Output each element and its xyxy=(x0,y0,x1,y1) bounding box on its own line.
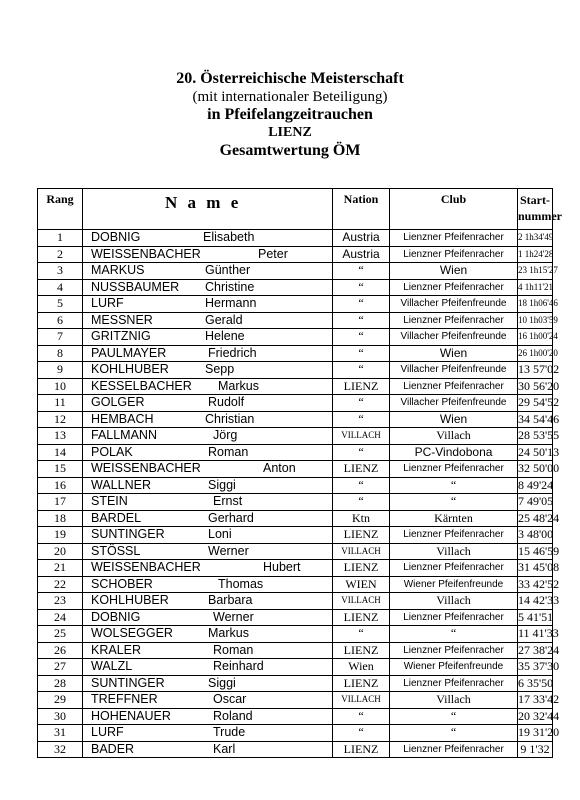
name-cell xyxy=(83,362,333,379)
last-name: KOHLHUBER xyxy=(91,362,169,377)
nation-cell: “ xyxy=(333,312,390,329)
table-row xyxy=(38,279,553,296)
col-header-rank: Rang xyxy=(38,189,83,230)
name-cell xyxy=(83,741,333,758)
col-header-name: N a m e xyxy=(83,189,333,230)
start-cell: 25 48'24 xyxy=(518,510,560,525)
start-cell: 24 50'13 xyxy=(518,444,560,459)
nation-cell: VILLACH xyxy=(333,593,390,610)
club-cell: PC-Vindobona xyxy=(390,444,518,461)
col-header-start-line1: Start- xyxy=(520,193,550,207)
table-row xyxy=(38,593,553,610)
name-cell xyxy=(83,461,333,478)
first-name: Ernst xyxy=(213,494,243,508)
rank-cell: 30 xyxy=(38,708,83,725)
start-cell: 18 1h06'46 xyxy=(518,296,553,313)
club-cell: Wien xyxy=(390,411,518,428)
last-name: WALZL xyxy=(91,659,133,674)
table-row xyxy=(38,692,553,709)
nation-cell: LIENZ xyxy=(333,675,390,692)
name-cell xyxy=(83,494,333,511)
club-cell: Lienzner Pfeifenracher xyxy=(390,279,518,296)
name-cell xyxy=(83,345,333,362)
name-cell xyxy=(83,296,333,313)
name-cell xyxy=(83,593,333,610)
first-name: Loni xyxy=(208,527,232,541)
start-cell: 5 41'51 xyxy=(518,609,554,624)
first-name: Christian xyxy=(205,411,255,426)
table-header-row xyxy=(38,189,553,230)
nation-cell: “ xyxy=(333,296,390,313)
table-row xyxy=(38,296,553,313)
rank-cell: 1 xyxy=(38,230,83,247)
name-cell xyxy=(83,444,333,461)
rank-cell: 12 xyxy=(38,411,83,428)
table-row xyxy=(38,345,553,362)
table-row xyxy=(38,725,553,742)
first-name: Reinhard xyxy=(213,659,264,673)
first-name: Christine xyxy=(205,279,255,294)
club-cell: Villacher Pfeifenfreunde xyxy=(390,296,518,313)
last-name: PAULMAYER xyxy=(91,345,167,360)
last-name: DOBNIG xyxy=(91,609,141,624)
last-name: BADER xyxy=(91,741,135,756)
nation-cell: “ xyxy=(333,444,390,461)
title-line-1: 20. Österreichische Meisterschaft xyxy=(176,70,404,87)
table-row xyxy=(38,543,553,560)
last-name: KESSELBACHER xyxy=(91,378,192,393)
start-cell: 27 38'24 xyxy=(518,642,560,657)
last-name: GRITZNIG xyxy=(91,329,151,344)
first-name: Roman xyxy=(208,444,249,459)
last-name: HOHENAUER xyxy=(91,708,171,723)
last-name: POLAK xyxy=(91,444,133,459)
table-row xyxy=(38,428,553,445)
first-name: Elisabeth xyxy=(203,230,255,244)
name-cell xyxy=(83,576,333,593)
rank-cell: 10 xyxy=(38,378,83,395)
name-cell xyxy=(83,543,333,560)
rank-cell: 31 xyxy=(38,725,83,742)
table-row xyxy=(38,362,553,379)
table-row xyxy=(38,659,553,676)
club-cell: Lienzner Pfeifenracher xyxy=(390,461,518,478)
club-cell: Lienzner Pfeifenracher xyxy=(390,527,518,544)
club-cell: Villach xyxy=(390,692,518,709)
last-name: LURF xyxy=(91,296,124,311)
last-name: NUSSBAUMER xyxy=(91,279,180,294)
start-cell: 10 1h03'59 xyxy=(518,312,553,329)
nation-cell: VILLACH xyxy=(333,543,390,560)
nation-cell: “ xyxy=(333,345,390,362)
first-name: Karl xyxy=(213,741,236,756)
col-header-club: Club xyxy=(390,189,518,230)
first-name: Markus xyxy=(208,626,249,640)
rank-cell: 22 xyxy=(38,576,83,593)
start-cell: 35 37'30 xyxy=(518,659,560,674)
club-cell: Wiener Pfeifenfreunde xyxy=(390,576,518,593)
rank-cell: 25 xyxy=(38,626,83,643)
club-cell: Lienzner Pfeifenracher xyxy=(390,675,518,692)
table-row xyxy=(38,312,553,329)
title-line-3: in Pfeifelangzeitrauchen xyxy=(207,106,373,123)
name-cell xyxy=(83,560,333,577)
start-cell: 4 1h11'21 xyxy=(518,279,553,296)
col-header-nation: Nation xyxy=(333,189,390,230)
name-cell xyxy=(83,312,333,329)
club-cell: Lienzner Pfeifenracher xyxy=(390,378,518,395)
nation-cell: “ xyxy=(333,477,390,494)
nation-cell: “ xyxy=(333,411,390,428)
rank-cell: 21 xyxy=(38,560,83,577)
nation-cell: LIENZ xyxy=(333,378,390,395)
start-cell: 15 46'59 xyxy=(518,543,560,558)
last-name: SUNTINGER xyxy=(91,675,165,690)
rank-cell: 11 xyxy=(38,395,83,412)
club-cell: Wien xyxy=(390,263,518,280)
first-name: Hermann xyxy=(205,296,257,310)
nation-cell: LIENZ xyxy=(333,741,390,758)
start-cell: 16 1h00'24 xyxy=(518,329,553,346)
rank-cell: 24 xyxy=(38,609,83,626)
start-cell: 33 42'52 xyxy=(518,576,560,591)
club-cell: Lienzner Pfeifenracher xyxy=(390,246,518,263)
rank-cell: 17 xyxy=(38,494,83,511)
first-name: Trude xyxy=(213,725,246,739)
rank-cell: 6 xyxy=(38,312,83,329)
last-name: WEISSENBACHER xyxy=(91,461,201,476)
last-name: LURF xyxy=(91,725,124,740)
rank-cell: 4 xyxy=(38,279,83,296)
name-cell xyxy=(83,378,333,395)
first-name: Thomas xyxy=(218,576,264,591)
table-row xyxy=(38,230,553,247)
first-name: Siggi xyxy=(208,477,236,492)
table-row xyxy=(38,263,553,280)
nation-cell: LIENZ xyxy=(333,609,390,626)
club-cell: Wiener Pfeifenfreunde xyxy=(390,659,518,676)
nation-cell: LIENZ xyxy=(333,560,390,577)
table-row xyxy=(38,626,553,643)
start-cell: 3 48'00 xyxy=(518,527,554,542)
club-cell: Kärnten xyxy=(390,510,518,527)
nation-cell: Ktn xyxy=(333,510,390,527)
club-cell: Villacher Pfeifenfreunde xyxy=(390,395,518,412)
start-cell: 26 1h00'20 xyxy=(518,345,553,362)
first-name: Helene xyxy=(205,329,245,343)
nation-cell: LIENZ xyxy=(333,527,390,544)
nation-cell: Wien xyxy=(333,659,390,676)
last-name: SCHOBER xyxy=(91,576,153,591)
last-name: GOLGER xyxy=(91,395,145,410)
last-name: FALLMANN xyxy=(91,428,157,443)
name-cell xyxy=(83,609,333,626)
name-cell xyxy=(83,329,333,346)
name-cell xyxy=(83,246,333,263)
first-name: Jörg xyxy=(213,428,238,442)
rank-cell: 15 xyxy=(38,461,83,478)
club-cell: Lienzner Pfeifenracher xyxy=(390,312,518,329)
document-header xyxy=(0,70,580,160)
start-cell: 34 54'46 xyxy=(518,411,560,426)
start-cell: 31 45'08 xyxy=(518,560,560,575)
rank-cell: 20 xyxy=(38,543,83,560)
nation-cell: “ xyxy=(333,329,390,346)
rank-cell: 2 xyxy=(38,246,83,263)
rank-cell: 32 xyxy=(38,741,83,758)
rank-cell: 14 xyxy=(38,444,83,461)
nation-cell: WIEN xyxy=(333,576,390,593)
first-name: Werner xyxy=(213,609,254,624)
name-cell xyxy=(83,642,333,659)
name-cell xyxy=(83,428,333,445)
start-cell: 20 32'44 xyxy=(518,708,560,723)
title-line-2: (mit internationaler Beteiligung) xyxy=(192,89,388,105)
table-row xyxy=(38,741,553,758)
first-name: Peter xyxy=(258,246,288,261)
start-cell: 29 54'52 xyxy=(518,395,560,410)
club-cell: “ xyxy=(390,494,518,511)
rank-cell: 27 xyxy=(38,659,83,676)
club-cell: “ xyxy=(390,725,518,742)
last-name: SUNTINGER xyxy=(91,527,165,542)
table-row xyxy=(38,246,553,263)
first-name: Barbara xyxy=(208,593,253,607)
table-row xyxy=(38,494,553,511)
rank-cell: 16 xyxy=(38,477,83,494)
club-cell: Lienzner Pfeifenracher xyxy=(390,230,518,247)
nation-cell: Austria xyxy=(333,246,390,263)
first-name: Rudolf xyxy=(208,395,245,409)
last-name: DOBNIG xyxy=(91,230,141,245)
first-name: Oscar xyxy=(213,692,247,706)
club-cell: Villacher Pfeifenfreunde xyxy=(390,329,518,346)
start-cell: 1 1h24'28 xyxy=(518,246,553,263)
rank-cell: 13 xyxy=(38,428,83,445)
table-row xyxy=(38,708,553,725)
last-name: WOLSEGGER xyxy=(91,626,173,641)
start-cell: 30 56'20 xyxy=(518,378,560,393)
club-cell: Wien xyxy=(390,345,518,362)
last-name: BARDEL xyxy=(91,510,142,525)
first-name: Sepp xyxy=(205,362,235,376)
club-cell: Lienzner Pfeifenracher xyxy=(390,609,518,626)
title-line-5: Gesamtwertung ÖM xyxy=(219,142,361,159)
start-cell: 14 42'33 xyxy=(518,593,560,608)
nation-cell: Austria xyxy=(333,230,390,247)
last-name: MESSNER xyxy=(91,312,153,327)
name-cell xyxy=(83,626,333,643)
table-row xyxy=(38,329,553,346)
start-cell: 32 50'00 xyxy=(518,461,560,476)
last-name: KRALER xyxy=(91,642,142,657)
last-name: WEISSENBACHER xyxy=(91,246,201,261)
start-cell: 2 1h34'49 xyxy=(518,230,553,247)
last-name: KOHLHUBER xyxy=(91,593,169,608)
nation-cell: “ xyxy=(333,395,390,412)
nation-cell: “ xyxy=(333,725,390,742)
table-row xyxy=(38,395,553,412)
last-name: MARKUS xyxy=(91,263,145,278)
nation-cell: “ xyxy=(333,494,390,511)
table-row xyxy=(38,576,553,593)
name-cell xyxy=(83,230,333,247)
name-cell xyxy=(83,411,333,428)
name-cell xyxy=(83,675,333,692)
first-name: Hubert xyxy=(263,560,301,574)
table-row xyxy=(38,510,553,527)
first-name: Werner xyxy=(208,543,249,558)
first-name: Roland xyxy=(213,708,253,723)
name-cell xyxy=(83,659,333,676)
first-name: Anton xyxy=(263,461,296,475)
start-cell: 9 1'32 xyxy=(518,741,553,758)
club-cell: Villacher Pfeifenfreunde xyxy=(390,362,518,379)
name-cell xyxy=(83,527,333,544)
table-row xyxy=(38,675,553,692)
start-cell: 13 57'02 xyxy=(518,362,560,377)
nation-cell: VILLACH xyxy=(333,692,390,709)
nation-cell: LIENZ xyxy=(333,461,390,478)
name-cell xyxy=(83,395,333,412)
name-cell xyxy=(83,279,333,296)
rank-cell: 8 xyxy=(38,345,83,362)
first-name: Gerald xyxy=(205,312,243,327)
last-name: TREFFNER xyxy=(91,692,158,707)
club-cell: Lienzner Pfeifenracher xyxy=(390,560,518,577)
name-cell xyxy=(83,510,333,527)
name-cell xyxy=(83,263,333,280)
nation-cell: LIENZ xyxy=(333,642,390,659)
title-line-4: LIENZ xyxy=(268,125,312,140)
nation-cell: “ xyxy=(333,263,390,280)
name-cell xyxy=(83,477,333,494)
rank-cell: 28 xyxy=(38,675,83,692)
last-name: STÖSSL xyxy=(91,543,141,558)
club-cell: “ xyxy=(390,477,518,494)
club-cell: “ xyxy=(390,626,518,643)
nation-cell: “ xyxy=(333,362,390,379)
club-cell: Villach xyxy=(390,593,518,610)
rank-cell: 29 xyxy=(38,692,83,709)
rank-cell: 9 xyxy=(38,362,83,379)
last-name: HEMBACH xyxy=(91,411,154,426)
club-cell: Lienzner Pfeifenracher xyxy=(390,741,518,758)
rank-cell: 19 xyxy=(38,527,83,544)
table-row xyxy=(38,444,553,461)
start-cell: 23 1h15'27 xyxy=(518,263,553,280)
start-cell: 7 49'05 xyxy=(518,494,554,509)
table-row xyxy=(38,378,553,395)
table-row xyxy=(38,411,553,428)
first-name: Siggi xyxy=(208,675,236,690)
table-row xyxy=(38,461,553,478)
start-cell: 6 35'50 xyxy=(518,675,554,690)
table-row xyxy=(38,560,553,577)
club-cell: Villach xyxy=(390,543,518,560)
first-name: Markus xyxy=(218,378,259,393)
table-row xyxy=(38,477,553,494)
table-row xyxy=(38,642,553,659)
nation-cell: “ xyxy=(333,279,390,296)
col-header-start-line2: nummer xyxy=(518,209,562,223)
last-name: WEISSENBACHER xyxy=(91,560,201,575)
start-cell: 17 33'42 xyxy=(518,692,560,707)
table-row xyxy=(38,527,553,544)
first-name: Friedrich xyxy=(208,345,257,360)
rank-cell: 26 xyxy=(38,642,83,659)
col-header-start xyxy=(518,189,562,230)
nation-cell: “ xyxy=(333,626,390,643)
rank-cell: 7 xyxy=(38,329,83,346)
club-cell: “ xyxy=(390,708,518,725)
rank-cell: 5 xyxy=(38,296,83,313)
results-table xyxy=(37,188,562,758)
last-name: STEIN xyxy=(91,494,128,509)
first-name: Gerhard xyxy=(208,510,254,525)
first-name: Günther xyxy=(205,263,251,277)
nation-cell: VILLACH xyxy=(333,428,390,445)
start-cell: 19 31'20 xyxy=(518,725,560,740)
name-cell xyxy=(83,725,333,742)
club-cell: Villach xyxy=(390,428,518,445)
table-row xyxy=(38,609,553,626)
rank-cell: 18 xyxy=(38,510,83,527)
rank-cell: 23 xyxy=(38,593,83,610)
first-name: Roman xyxy=(213,642,254,657)
last-name: WALLNER xyxy=(91,477,151,492)
club-cell: Lienzner Pfeifenracher xyxy=(390,642,518,659)
name-cell xyxy=(83,692,333,709)
start-cell: 8 49'24 xyxy=(518,477,554,492)
rank-cell: 3 xyxy=(38,263,83,280)
nation-cell: “ xyxy=(333,708,390,725)
name-cell xyxy=(83,708,333,725)
start-cell: 11 41'33 xyxy=(518,626,559,641)
start-cell: 28 53'55 xyxy=(518,428,560,443)
